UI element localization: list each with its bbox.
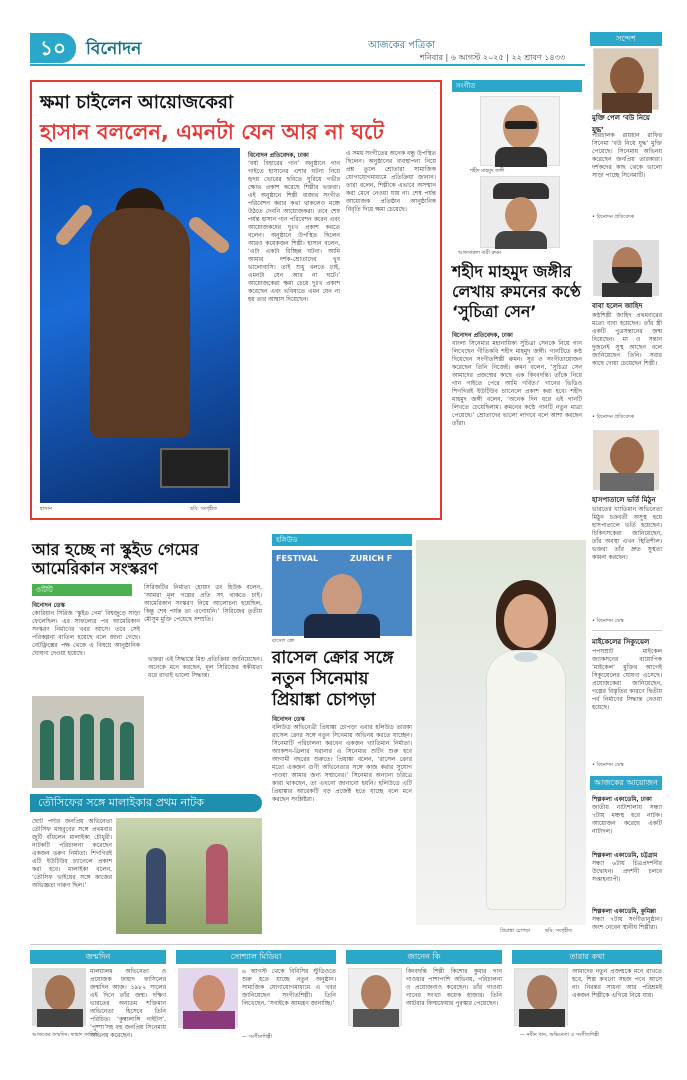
social-tag: সোশ্যাল মিডিয়া — [176, 950, 336, 964]
sidebar-item4-title: মাইকেলের সিক্যুয়েল — [592, 638, 650, 646]
event2-body: সন্ধ্যা ৬টায় চিত্রপ্রদর্শনীর উদ্বোধন। প্রদর্শনী চলবে সপ্তাহব্যাপী। — [592, 860, 662, 883]
sidebar-item4-credit: • বিনোদন ডেস্ক — [592, 762, 624, 768]
person1-photo — [480, 96, 560, 166]
events-tag: আজকের আয়োজন — [590, 776, 662, 790]
sidebar-item2-title: বাবা হলেন জাহিদ — [592, 302, 643, 310]
sidebar-item1-title: মুক্তি পেল ‘বউ নিয়ে যুদ্ধ’ — [592, 114, 650, 134]
squid-body1: কোরিয়ান সিরিজ ‘স্কুইড গেম’ বিশ্বজুড়ে সাড়া ফেলেছিল। এর সাফল্যের পর আমেরিকান সংস্করণ নির্মাণের খবর আসে। তবে সেই পরিকল্পনা বাতিল হয়েছে বলে জানা গেছে। নেটফ্লিক্সের পক্ষ থেকে এ বিষয়ে আনুষ্ঠানিক ঘোষণা দেওয়া হয়েছে। — [32, 610, 140, 657]
squid-byline: বিনোদন ডেস্ক — [32, 602, 65, 609]
priyanka-credit: ছবি: সংগৃহীত — [545, 928, 573, 934]
event3-title: শিল্পকলা একাডেমি, কুমিল্লা — [592, 908, 657, 915]
starquote-credit: — নবীন খান, অভিনেতা ও সংগীতশিল্পী — [520, 1032, 600, 1038]
sidebar-item2-credit: • বিনোদন প্রতিবেদক — [592, 414, 635, 420]
sidebar-tag: সন্দেশ — [590, 32, 662, 46]
event1-body: জাতীয় নাট্যশালায় সন্ধ্যা ৭টায় মঞ্চস্থ হবে নাটক। আয়োজন করেছে একটি নাট্যদল। — [592, 804, 662, 835]
lead-photo-label: হাসান — [40, 506, 52, 512]
lead-byline: বিনোদন প্রতিবেদক, ঢাকা — [248, 152, 309, 159]
person1-caption: শহীদ মাহমুদ জঙ্গী — [470, 168, 505, 174]
starquote-photo — [514, 968, 568, 1026]
malaika-body: ছোট পর্দার জনপ্রিয় অভিনেতা তৌসিফ মাহবুবের সঙ্গে প্রথমবার জুটি বাঁধলেন মালাইকা চৌধুরী। নাটকটি পরিচালনা করেছেন একজন তরুণ নির্মাতা। শিগগিরই এটি ইউটিউব চ্যানেলে প্রকাশ করা হবে। মালাইকা বলেন, ‘তৌসিফ ভাইয়ের সঙ্গে কাজের অভিজ্ঞতা দারুণ ছিল।’ — [32, 818, 112, 889]
squid-headline: আর হচ্ছে না স্কুইড গেমের আমেরিকান সংস্করণ — [32, 540, 199, 578]
event3-body: সন্ধ্যা ৭টায় সংগীতানুষ্ঠান। অংশ নেবেন স্থানীয় শিল্পীরা। — [592, 916, 662, 931]
music-body: বাংলা সিনেমার মহানায়িকা সুচিত্রা সেনকে নিয়ে গান লিখেছেন গীতিকবি শহীদ মাহমুদ জঙ্গী। গানটিতে কণ্ঠ দিয়েছেন সংগীতশিল্পী রুমন। সুর ও সংগীতায়োজন করেছেন তিনি নিজেই। রুমন বলেন, ‘সুচিত্রা সেন আমাদের প্রজন্মের কাছে এক কিংবদন্তি। তাঁকে নিয়ে গান গাইতে পেরে আমি গর্বিত।’ গানের ভিডিও শিগগিরই ইউটিউব চ্যানেলে প্রকাশ করা হবে। শহীদ মাহমুদ জঙ্গী বলেন, ‘অনেক দিন ধরে এই গানটি লিখতে চেয়েছিলাম। রুমনের কণ্ঠে গানটি নতুন মাত্রা পেয়েছে।’ শ্রোতাদের ভালো লাগবে বলে আশা করছেন তাঁরা। — [452, 340, 582, 427]
lead-body-col1: ‘বর্ষা বিহারের গান’ অনুষ্ঠানে গান গাইতে হাসানের এশার ঘটনা নিয়ে হৃদয় ভোরের ছবিতে ঘুরিয়ে গভীর ক্ষোভ প্রকাশ করেছে শিল্পীর ভক্তরা। এই অনুষ্ঠানে শিল্পী বাজার সংগীত পরিবেশন করার কথা থাকলেও মঞ্চে উঠতে দেননি আয়োজকরা। তবে শেষ পর্যন্ত হাসান গান পরিবেশন করেন এবং আয়োজকদের দুঃখ প্রকাশ করতে বলেন। অনুষ্ঠানে উপস্থিত ছিলেন আরও কয়েকজন শিল্পী। হাসান বলেন, ‘এটা একটা বিচ্ছিন্ন ঘটনা। আমি আমার দর্শক-শ্রোতাদের খুব ভালোবাসি। তাই শুধু বলতে চাই, এমনটা যেন আর না ঘটে।’ আয়োজকেরা ক্ষমা চেয়ে দুঃখ প্রকাশ করেছেন এবং ভবিষ্যতে এমন যেন না হয় তার আশ্বাস দিয়েছেন। — [248, 160, 340, 303]
event1-title: শিল্পকলা একাডেমি, ঢাকা — [592, 796, 652, 803]
person2-photo — [480, 176, 560, 248]
social-body: ৬ আগস্ট থেকে বিবিসির স্টুডিওতে শুরু হতে যাচ্ছে নতুন অনুষ্ঠান। সামাজিক যোগাযোগমাধ্যমে এ খবর জানিয়েছেন সংগীতশিল্পী। তিনি লিখেছেন, ‘সবাইকে আমন্ত্রণ জানাচ্ছি।’ — [242, 968, 336, 1007]
sidebar-photo3 — [593, 430, 659, 490]
priyanka-photo — [416, 540, 586, 925]
didyouknow-photo — [348, 968, 402, 1026]
social-photo — [178, 968, 238, 1028]
photo-sign2: ZURICH F — [350, 554, 393, 563]
sidebar-item3-title: হাসপাতালে ভর্তি মিঠুন — [592, 496, 656, 504]
sidebar-item2-body: কণ্ঠশিল্পী জাহিদ প্রথমবারের মতো বাবা হয়েছেন। তাঁর স্ত্রী একটি পুত্রসন্তানের জন্ম দিয়েছেন। মা ও সন্তান দুজনেই সুস্থ আছেন বলে জানিয়েছেন তিনি। সবার কাছে দোয়া চেয়েছেন শিল্পী। — [592, 312, 662, 367]
lead-photo — [40, 148, 240, 503]
bottom-divider — [30, 944, 662, 945]
person2-caption: আফসারুল বারী রুমন — [458, 250, 501, 256]
sidebar-photo1 — [593, 48, 659, 110]
hollywood-byline: বিনোদন ডেস্ক — [272, 716, 305, 723]
russell-photo — [272, 550, 412, 636]
page-number: ১০ — [30, 33, 76, 63]
music-byline: বিনোদন প্রতিবেদক, ঢাকা — [452, 332, 513, 339]
sidebar-item4-body: পপসম্রাট মাইকেল জ্যাকসনের বায়োপিক ‘মাইকেল’ মুক্তির আগেই সিক্যুয়েলের ঘোষণা এসেছে। প্রযোজকেরা জানিয়েছেন, গল্পের বিস্তৃতির কারণে দ্বিতীয় পর্ব নির্মাণের সিদ্ধান্ত নেওয়া হয়েছে। — [592, 648, 662, 711]
sidebar-item1-credit: • বিনোদন প্রতিবেদক — [592, 214, 635, 220]
hollywood-tag: হলিউড — [272, 534, 412, 546]
russell-photo-credit: রাসেল ক্রো — [272, 638, 295, 644]
hollywood-headline: রাসেল ক্রোর সঙ্গে নতুন সিনেমায় প্রিয়াঙ্কা চোপড়া — [272, 648, 394, 710]
malaika-headline: তৌসিফের সঙ্গে মালাইকার প্রথম নাটক — [30, 794, 262, 812]
sidebar-photo2 — [593, 240, 659, 296]
paper-name: আজকের পত্রিকা — [368, 40, 436, 51]
birthday-body: মালয়ালম অভিনেতা ও প্রযোজক ফাহাদ ফাসিলের জন্মদিন আজ। ১৯৮২ সালের এই দিনে তাঁর জন্ম। দক্ষিণ ভারতের অন্যতম শক্তিমান অভিনেতা হিসেবে তিনি পরিচিত। ‘কুম্বালাঙ্গি নাইটস’, ‘পুষ্পা’সহ বহু জনপ্রিয় সিনেমায় অভিনয় করেছেন। — [90, 968, 166, 1039]
squid-photo — [32, 696, 144, 788]
sidebar-item3-body: ভারতের খ্যাতিমান অভিনেতা মিঠুন চক্রবর্তী অসুস্থ হয়ে হাসপাতালে ভর্তি হয়েছেন। চিকিৎসকেরা জানিয়েছেন, তাঁর অবস্থা এখন স্থিতিশীল। ভক্তরা তাঁর দ্রুত সুস্থতা কামনা করছেন। — [592, 506, 662, 561]
starquote-tag: তারার কথা — [512, 950, 662, 964]
music-headline: শহীদ মাহমুদ জঙ্গীর লেখায় রুমনের কণ্ঠে ‘সুচিত্রা সেন’ — [452, 262, 581, 321]
sidebar-item1-body: পরিচালক রায়হান রাফির সিনেমা ‘বউ নিয়ে যুদ্ধ’ মুক্তি পেয়েছে। সিনেমায় অভিনয় করেছেন জনপ্রিয় তারকারা। দর্শকদের কাছ থেকে ভালো সাড়া পাচ্ছে সিনেমাটি। — [592, 132, 662, 179]
lead-headline: হাসান বললেন, এমনটা যেন আর না ঘটে — [40, 120, 384, 144]
music-tag: সংগীত — [452, 80, 582, 92]
birthday-credit: আজকের জন্মদিন: ফাহাদ ফাসিল — [32, 1032, 98, 1038]
sidebar-divider — [592, 630, 662, 631]
squid-body2: সিরিজটির নির্মাতা হোয়াং ডং হিউক বলেন, ‘আমরা মূল গল্পের প্রতি সৎ থাকতে চাই। আমেরিকান সংস্করণ নিয়ে আলোচনা হয়েছিল, কিন্তু শেষ পর্যন্ত তা এগোয়নি।’ সিরিজের তৃতীয় মৌসুম মুক্তি পেয়েছে সম্প্রতি। — [144, 584, 262, 623]
lead-body-col2: এ সময় সংগীতের অনেক বন্ধু উপস্থিত ছিলেন। অনুষ্ঠানের ব্যবস্থাপনা নিয়ে প্রশ্ন তুলে শ্রোতারা সামাজিক যোগাযোগমাধ্যমে প্রতিক্রিয়া জানান। তারা বলেন, শিল্পীকে এভাবে অসম্মান করা মেনে নেওয়া যায় না। শেষ পর্যন্ত আয়োজক প্রতিষ্ঠান আনুষ্ঠানিক বিবৃতি দিয়ে ক্ষমা চেয়েছে। — [346, 150, 436, 213]
issue-date: শনিবার | ৬ আগস্ট ২০২৫ | ২২ শ্রাবণ ১৪৩৩ — [420, 53, 566, 62]
photo-sign1: FESTIVAL — [276, 554, 319, 563]
sidebar-item3-credit: • বিনোদন ডেস্ক — [592, 618, 624, 624]
priyanka-caption: প্রিয়াঙ্কা চোপড়া — [500, 928, 531, 934]
lead-photo-credit: ছবি: সংগৃহীত — [190, 506, 218, 512]
birthday-photo — [32, 968, 86, 1026]
starquote-body: আমাদের নতুন প্রজন্মকে মনে রাখতে হবে, শিল্প কখনো সহজ পথে আসে না। নিরন্তর সাধনা আর পরিশ্রমই একজন শিল্পীকে এগিয়ে নিয়ে যায়। — [572, 968, 662, 999]
hollywood-body: বলিউড অভিনেত্রী প্রিয়াঙ্কা চোপড়া এবার হলিউড তারকা রাসেল ক্রোর সঙ্গে নতুন সিনেমায় অভিনয় করতে যাচ্ছেন। সিনেমাটি পরিচালনা করবেন একজন খ্যাতিমান নির্মাতা। অ্যাকশন-থ্রিলার ঘরানার এ সিনেমার শুটিং শুরু হবে আগামী বছরের শুরুতে। প্রিয়াঙ্কা বলেন, ‘রাসেল ক্রোর মতো একজন গুণী অভিনেতার সঙ্গে কাজ করার সুযোগ পাওয়া আমার জন্য সম্মানের।’ সিনেমার অন্যান্য চরিত্রে কারা থাকছেন, তা এখনো জানানো হয়নি। হলিউডে এটি প্রিয়াঙ্কার আরেকটি বড় প্রজেক্ট হতে যাচ্ছে বলে মনে করছেন সংশ্লিষ্টরা। — [272, 724, 412, 803]
birthday-tag: জন্মদিন — [30, 950, 166, 964]
section-title: বিনোদন — [86, 39, 142, 59]
squid-tag: ওটিটি — [32, 584, 132, 596]
event2-title: শিল্পকলা একাডেমি, চট্টগ্রাম — [592, 852, 658, 859]
malaika-photo — [116, 818, 262, 934]
didyouknow-body: কিংবদন্তি শিল্পী কিশোর কুমার গান গাওয়ার পাশাপাশি অভিনয়, পরিচালনা ও প্রযোজনাও করেছেন। তাঁর গাওয়া গানের সংখ্যা কয়েক হাজার। তিনি আটবার ফিল্মফেয়ার পুরস্কার পেয়েছেন। — [406, 968, 502, 1007]
lead-kicker: ক্ষমা চাইলেন আয়োজকেরা — [40, 92, 234, 113]
didyouknow-tag: জানেন কি — [346, 950, 502, 964]
social-credit: — সংগীতশিল্পী — [242, 1034, 272, 1040]
squid-body3: ভক্তরা এই সিদ্ধান্তে মিশ্র প্রতিক্রিয়া জানিয়েছেন। অনেকে মনে করছেন, মূল সিরিজের স্বকীয়তা ধরে রাখাই ভালো সিদ্ধান্ত। — [148, 656, 262, 679]
